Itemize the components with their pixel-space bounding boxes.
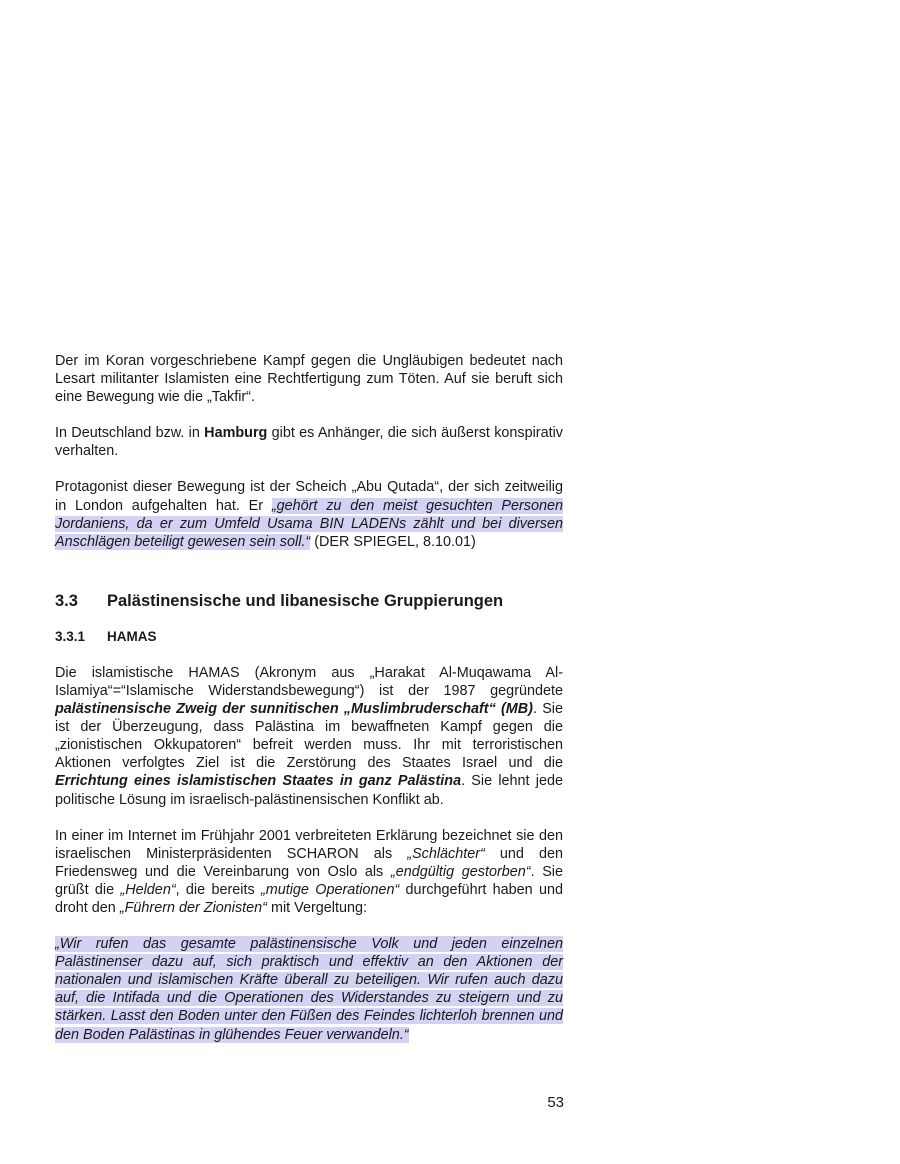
italic-quote: „Helden“ [120,881,176,898]
text: und den Friedensweg und die Vereinbarung von Oslo als [55,845,563,880]
italic-quote: „endgültig gestorben“ [390,863,531,880]
section-number: 3.3 [55,591,78,610]
highlighted-quote: „gehört zu den meist gesuchten Personen Jordaniens, da er zum Umfeld Usama BIN LADENs zählt und bei diversen Anschlägen beteiligt gewesen sein soll.“ [55,497,563,550]
block-quote [55,935,563,1044]
highlighted-quote: „Wir rufen das gesamte palästinensische Volk und jeden einzelnen Palästinenser dazu auf, sich praktisch und effektiv an den Aktionen der nationalen und islamischen Kräfte überall zu beteiligen. Wir rufen auch dazu auf, die Intifada und die Operationen des Widerstandes zu steigern und zu stärken. Lasst den Boden unter den Füßen des Feindes lichterloh brennen und den Boden Palästinas in glühendes Feuer verwandeln.“ [55,936,563,1043]
section-heading [55,591,563,611]
text: Protagonist dieser Bewegung ist der Scheich „Abu Qutada“, der sich zeitweilig in London aufgehalten hat. Er [55,479,563,514]
text: gibt es Anhänger, die sich äußerst konspirativ verhalten. [55,425,563,460]
paragraph-protagonist [55,478,563,550]
section-title: Palästinensische und libanesische Gruppierungen [107,591,504,610]
italic-quote: „Schlächter“ [407,845,485,862]
text: In Deutschland bzw. in [55,425,205,442]
page-body [55,352,563,1044]
paragraph-koran: Der im Koran vorgeschriebene Kampf gegen die Ungläubigen bedeutet nach Lesart militanter Islamisten eine Rechtfertigung zum Töten. Auf sie beruft sich eine Bewegung wie die „Takfir“. [55,353,563,406]
bold-italic-text: Errichtung eines islamistischen Staates in ganz Palästina [55,773,462,790]
subsection-heading [55,628,563,646]
paragraph-hamas [55,664,563,809]
text: mit Vergeltung: [266,899,367,916]
text: , die bereits [175,881,261,898]
text: . Sie ist der Überzeugung, dass Palästina im bewaffneten Kampf gegen die „zionistischen Okkupatoren“ befreit werden muss. Ihr mit terroristischen Aktionen verfolgtes Ziel ist die Zerstörung des Staates Israel und die [55,701,564,772]
paragraph-internet [55,827,563,917]
subsection-number: 3.3.1 [55,628,86,644]
italic-quote: „mutige Operationen“ [260,881,400,898]
page-number: 53 [547,1094,564,1111]
text: . Sie lehnt jede politische Lösung im israelisch-palästinensischen Konflikt ab. [55,773,563,808]
text: In einer im Internet im Frühjahr 2001 verbreiteten Erklärung bezeichnet sie den israelischen Ministerpräsidenten SCHARON als [55,827,563,862]
bold-text: Hamburg [204,425,268,442]
text: . Sie grüßt die [55,863,564,898]
paragraph-hamburg [55,424,563,460]
subsection-title: HAMAS [107,628,157,644]
source-citation: (DER SPIEGEL, 8.10.01) [310,533,476,550]
italic-quote: „Führern der Zionisten“ [119,899,267,916]
text: Die islamistische HAMAS (Akronym aus „Harakat Al-Muqawama Al-Islamiya“=“Islamische Widerstandsbewegung“) ist der 1987 gegründete [55,664,563,699]
text: durchgeführt haben und droht den [55,881,564,916]
bold-italic-text: palästinensische Zweig der sunnitischen „Muslimbruderschaft“ (MB) [55,701,533,718]
